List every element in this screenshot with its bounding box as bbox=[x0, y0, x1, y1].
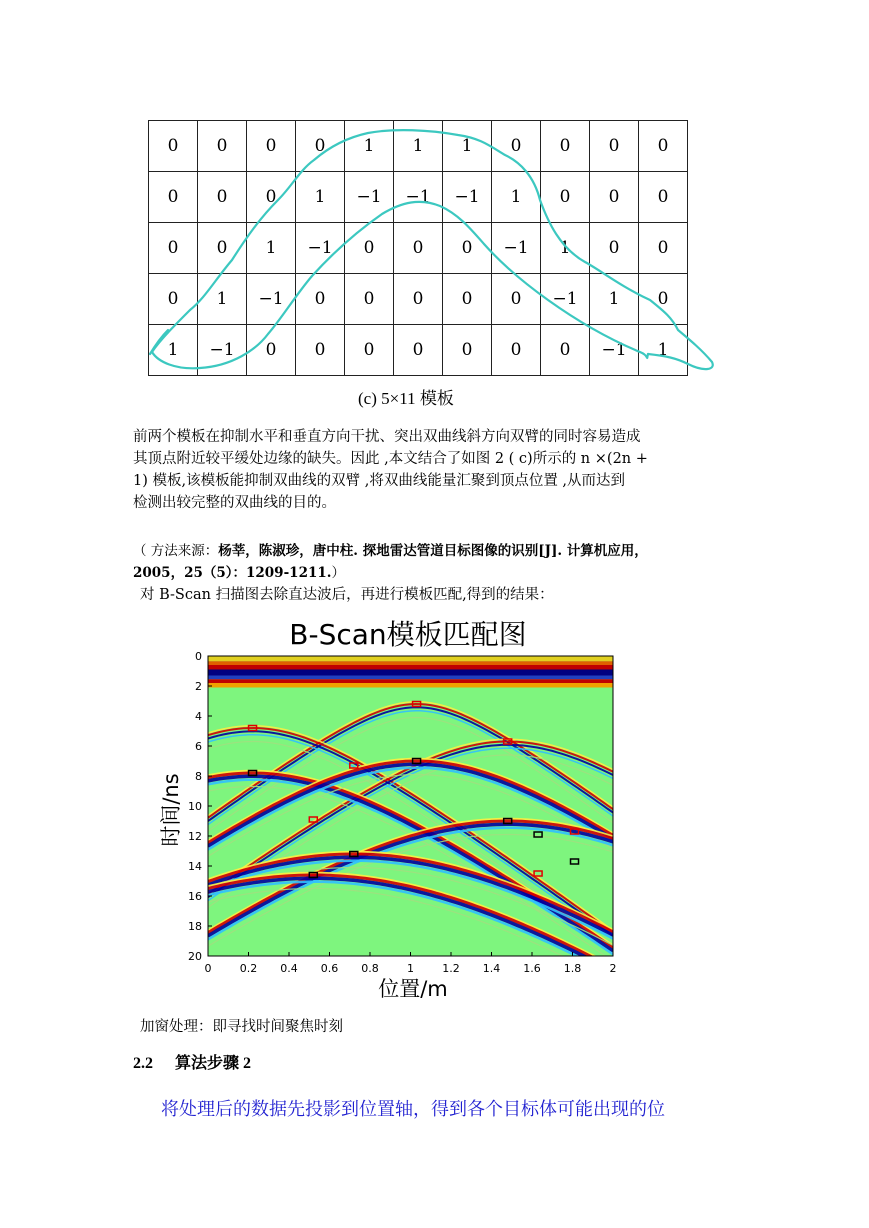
window-note: 加窗处理：即寻找时间聚焦时刻 bbox=[140, 1019, 343, 1035]
template-cell: 1 bbox=[296, 172, 345, 223]
template-row bbox=[149, 121, 688, 172]
y-tick-label: 4 bbox=[195, 710, 202, 723]
template-cell: −1 bbox=[247, 274, 296, 325]
template-row bbox=[149, 172, 688, 223]
direct-wave-band bbox=[208, 665, 613, 670]
paragraph-line: 前两个模板在抑制水平和垂直方向干扰、突出双曲线斜方向双臂的同时容易造成 bbox=[133, 429, 641, 445]
template-cell: 0 bbox=[394, 223, 443, 274]
section-heading bbox=[133, 1050, 251, 1073]
template-cell: −1 bbox=[492, 223, 541, 274]
x-tick-label: 0.4 bbox=[280, 962, 298, 975]
y-tick-label: 16 bbox=[188, 890, 202, 903]
direct-wave-band bbox=[208, 683, 613, 688]
template-cell: 0 bbox=[296, 121, 345, 172]
template-cell: 0 bbox=[590, 172, 639, 223]
template-row bbox=[149, 325, 688, 376]
template-cell: 0 bbox=[639, 121, 688, 172]
y-axis-label: 时间/ns bbox=[159, 773, 183, 847]
template-cell: 0 bbox=[345, 274, 394, 325]
template-cell: 1 bbox=[590, 274, 639, 325]
template-cell: 0 bbox=[149, 274, 198, 325]
template-cell: 0 bbox=[198, 223, 247, 274]
chart-title: B-Scan模板匹配图 bbox=[289, 618, 527, 651]
template-cell: 0 bbox=[590, 223, 639, 274]
template-cell: 0 bbox=[443, 223, 492, 274]
template-figure bbox=[148, 120, 688, 376]
template-cell: 0 bbox=[639, 274, 688, 325]
template-cell: 0 bbox=[247, 325, 296, 376]
template-caption: (c) 5×11 模板 bbox=[358, 389, 454, 408]
y-tick-label: 10 bbox=[188, 800, 202, 813]
template-cell: 1 bbox=[247, 223, 296, 274]
template-cell: −1 bbox=[296, 223, 345, 274]
citation-reference: 杨莘，陈淑珍，唐中柱. 探地雷达管道目标图像的识别[J]. 计算机应用， bbox=[218, 543, 648, 559]
template-cell: 1 bbox=[198, 274, 247, 325]
direct-wave-band bbox=[208, 670, 613, 676]
template-cell: 0 bbox=[345, 223, 394, 274]
template-table bbox=[148, 120, 688, 376]
y-tick-label: 12 bbox=[188, 830, 202, 843]
template-cell: 0 bbox=[639, 172, 688, 223]
direct-wave-band bbox=[208, 679, 613, 683]
template-cell: 0 bbox=[296, 274, 345, 325]
direct-wave-band bbox=[208, 676, 613, 680]
x-axis-label: 位置/m bbox=[378, 977, 448, 1001]
template-cell: 0 bbox=[394, 325, 443, 376]
template-cell: 0 bbox=[247, 121, 296, 172]
template-cell: 0 bbox=[149, 172, 198, 223]
section-title: 算法步骤 2 bbox=[175, 1055, 252, 1072]
template-cell: 1 bbox=[149, 325, 198, 376]
plot-area bbox=[208, 656, 613, 981]
citation-prefix: （ 方法来源： bbox=[133, 543, 219, 559]
template-cell: 1 bbox=[394, 121, 443, 172]
template-cell: 0 bbox=[247, 172, 296, 223]
template-cell: −1 bbox=[198, 325, 247, 376]
template-cell: 0 bbox=[198, 172, 247, 223]
paragraph-line: 1) 模板,该模板能抑制双曲线的双臂 ,将双曲线能量汇聚到顶点位置 ,从而达到 bbox=[133, 473, 626, 489]
template-cell: 0 bbox=[541, 121, 590, 172]
direct-wave-band bbox=[208, 661, 613, 665]
template-cell: 0 bbox=[541, 325, 590, 376]
citation-suffix: ） bbox=[331, 565, 345, 581]
template-cell: 0 bbox=[492, 121, 541, 172]
x-tick-label: 0 bbox=[204, 962, 212, 975]
bscan-chart bbox=[150, 612, 640, 1007]
template-row bbox=[149, 223, 688, 274]
x-tick-label: 1.8 bbox=[563, 962, 582, 975]
template-cell: 0 bbox=[296, 325, 345, 376]
x-tick-label: 0.8 bbox=[361, 962, 379, 975]
template-cell: 0 bbox=[149, 121, 198, 172]
y-tick-label: 2 bbox=[195, 680, 202, 693]
template-cell: 1 bbox=[492, 172, 541, 223]
template-cell: −1 bbox=[443, 172, 492, 223]
template-cell: 0 bbox=[541, 172, 590, 223]
citation bbox=[133, 540, 743, 584]
x-tick-label: 1.4 bbox=[482, 962, 501, 975]
x-tick-label: 1.2 bbox=[442, 962, 460, 975]
x-tick-label: 0.6 bbox=[320, 962, 339, 975]
y-tick-label: 6 bbox=[195, 740, 202, 753]
template-cell: 0 bbox=[443, 274, 492, 325]
template-cell: 1 bbox=[345, 121, 394, 172]
y-tick-label: 14 bbox=[188, 860, 202, 873]
intro-sentence: 对 B-Scan 扫描图去除直达波后，再进行模板匹配,得到的结果： bbox=[140, 587, 554, 603]
blue-paragraph: 将处理后的数据先投影到位置轴，得到各个目标体可能出现的位 bbox=[161, 1099, 665, 1120]
y-tick-label: 20 bbox=[188, 950, 202, 963]
template-cell: −1 bbox=[394, 172, 443, 223]
template-cell: −1 bbox=[541, 274, 590, 325]
template-cell: 0 bbox=[149, 223, 198, 274]
x-tick-label: 2 bbox=[609, 962, 617, 975]
template-cell: 0 bbox=[345, 325, 394, 376]
y-tick-label: 0 bbox=[195, 650, 202, 663]
x-tick-label: 1.6 bbox=[523, 962, 541, 975]
template-cell: −1 bbox=[345, 172, 394, 223]
paragraph-line: 其顶点附近较平缓处边缘的缺失。因此 ,本文结合了如图 2 ( c)所示的 n ×(2n + bbox=[133, 451, 648, 467]
template-cell: −1 bbox=[590, 325, 639, 376]
paragraph-line: 检测出较完整的双曲线的目的。 bbox=[133, 495, 336, 511]
template-cell: 1 bbox=[443, 121, 492, 172]
template-row bbox=[149, 274, 688, 325]
template-cell: 0 bbox=[492, 325, 541, 376]
body-paragraph bbox=[133, 426, 737, 514]
y-tick-label: 8 bbox=[195, 770, 202, 783]
template-cell: 0 bbox=[590, 121, 639, 172]
citation-reference-line2: 2005，25（5）：1209-1211. bbox=[133, 565, 332, 581]
template-cell: 0 bbox=[443, 325, 492, 376]
section-number: 2.2 bbox=[133, 1055, 153, 1072]
y-tick-label: 18 bbox=[188, 920, 202, 933]
template-cell: 0 bbox=[492, 274, 541, 325]
template-cell: 1 bbox=[541, 223, 590, 274]
x-tick-label: 0.2 bbox=[239, 962, 258, 975]
template-cell: 0 bbox=[394, 274, 443, 325]
template-cell: 0 bbox=[198, 121, 247, 172]
direct-wave-band bbox=[208, 656, 613, 661]
template-cell: 1 bbox=[639, 325, 688, 376]
template-cell: 0 bbox=[639, 223, 688, 274]
x-tick-label: 1 bbox=[407, 962, 414, 975]
